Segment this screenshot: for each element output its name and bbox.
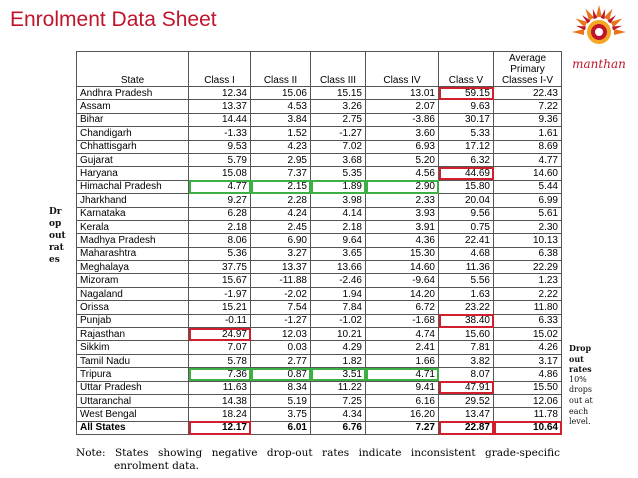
table-row xyxy=(77,341,562,354)
dropout-rate-cell: 7.07 xyxy=(189,341,251,354)
dropout-rate-cell: 13.01 xyxy=(366,87,439,100)
dropout-rate-cell: 8.69 xyxy=(494,140,562,153)
dropout-rate-cell: 12.17 xyxy=(189,421,251,434)
dropout-rate-cell: 0.75 xyxy=(439,220,494,233)
dropout-rate-cell: 9.27 xyxy=(189,194,251,207)
dropout-rate-cell: 9.63 xyxy=(439,100,494,113)
dropout-rate-cell: 11.36 xyxy=(439,261,494,274)
dropout-rate-cell: 5.19 xyxy=(251,394,311,407)
dropout-rate-cell: -1.68 xyxy=(366,314,439,327)
table-row xyxy=(77,127,562,140)
dropout-rate-cell: 59.15 xyxy=(439,87,494,100)
dropout-rate-cell: 1.23 xyxy=(494,274,562,287)
dropout-rate-cell: 4.56 xyxy=(366,167,439,180)
dropout-rate-cell: 1.52 xyxy=(251,127,311,140)
dropout-rate-cell: -9.64 xyxy=(366,274,439,287)
table-row xyxy=(77,113,562,126)
table-note xyxy=(76,447,560,473)
state-name-cell: Rajasthan xyxy=(77,328,189,341)
dropout-rate-cell: -3.86 xyxy=(366,113,439,126)
note-line-2: enrolment data. xyxy=(114,460,199,472)
table-row xyxy=(77,394,562,407)
dropout-rate-cell: 20.04 xyxy=(439,194,494,207)
dropout-rate-cell: 8.06 xyxy=(189,234,251,247)
dropout-rate-cell: 4.77 xyxy=(494,153,562,166)
dropout-rate-cell: 18.24 xyxy=(189,408,251,421)
table-row xyxy=(77,100,562,113)
dropout-rate-cell: 6.99 xyxy=(494,194,562,207)
dropout-rate-cell: 3.17 xyxy=(494,354,562,367)
state-name-cell: Punjab xyxy=(77,314,189,327)
dropout-rate-cell: 37.75 xyxy=(189,261,251,274)
dropout-rate-cell: 7.25 xyxy=(311,394,366,407)
dropout-rate-cell: 6.38 xyxy=(494,247,562,260)
state-name-cell: Chandigarh xyxy=(77,127,189,140)
dropout-rate-cell: 7.37 xyxy=(251,167,311,180)
state-name-cell: Chhattisgarh xyxy=(77,140,189,153)
dropout-rate-cell: 3.98 xyxy=(311,194,366,207)
header-class-4: Class IV xyxy=(366,52,439,87)
dropout-rate-cell: 15.06 xyxy=(251,87,311,100)
dropout-rate-cell: 7.02 xyxy=(311,140,366,153)
dropout-rate-cell: 2.77 xyxy=(251,354,311,367)
dropout-rate-cell: 8.34 xyxy=(251,381,311,394)
dropout-rate-cell: 22.29 xyxy=(494,261,562,274)
dropout-rate-cell: -1.02 xyxy=(311,314,366,327)
table-row xyxy=(77,180,562,193)
table-row xyxy=(77,220,562,233)
dropout-rate-cell: 6.01 xyxy=(251,421,311,434)
dropout-rate-cell: 22.41 xyxy=(439,234,494,247)
dropout-rate-cell: 10.21 xyxy=(311,328,366,341)
dropout-rate-cell: -1.27 xyxy=(251,314,311,327)
header-class-5: Class V xyxy=(439,52,494,87)
dropout-rate-cell: -0.11 xyxy=(189,314,251,327)
dropout-rate-cell: 2.41 xyxy=(366,341,439,354)
dropout-rate-cell: 2.07 xyxy=(366,100,439,113)
note-line-1: Note: States showing negative drop-out rates indicate inconsistent grade-specific xyxy=(76,447,560,459)
header-class-1: Class I xyxy=(189,52,251,87)
dropout-rate-cell: 10.13 xyxy=(494,234,562,247)
dropout-rate-cell: 24.97 xyxy=(189,328,251,341)
dropout-rate-cell: 2.22 xyxy=(494,287,562,300)
state-name-cell: Andhra Pradesh xyxy=(77,87,189,100)
sun-emblem-icon xyxy=(566,2,632,58)
dropout-rate-cell: 5.35 xyxy=(311,167,366,180)
dropout-rate-cell: 15.67 xyxy=(189,274,251,287)
dropout-rate-cell: 9.53 xyxy=(189,140,251,153)
dropout-rate-cell: 2.95 xyxy=(251,153,311,166)
table-row xyxy=(77,408,562,421)
state-name-cell: Karnataka xyxy=(77,207,189,220)
state-name-cell: Kerala xyxy=(77,220,189,233)
dropout-rate-cell: 16.20 xyxy=(366,408,439,421)
dropout-rate-cell: 23.22 xyxy=(439,301,494,314)
table-row xyxy=(77,87,562,100)
state-name-cell: Assam xyxy=(77,100,189,113)
dropout-rate-cell: 14.44 xyxy=(189,113,251,126)
dropout-rate-cell: 9.36 xyxy=(494,113,562,126)
dropout-rate-cell: 11.63 xyxy=(189,381,251,394)
dropout-rate-cell: 4.26 xyxy=(494,341,562,354)
dropout-rate-cell: 6.32 xyxy=(439,153,494,166)
table-row xyxy=(77,328,562,341)
table-header-row xyxy=(77,52,562,87)
state-name-cell: Tamil Nadu xyxy=(77,354,189,367)
dropout-rate-cell: 5.36 xyxy=(189,247,251,260)
dropout-rate-cell: 1.82 xyxy=(311,354,366,367)
state-name-cell: Uttar Pradesh xyxy=(77,381,189,394)
table-row xyxy=(77,140,562,153)
dropout-rate-cell: 2.15 xyxy=(251,180,311,193)
dropout-rate-cell: 2.90 xyxy=(366,180,439,193)
dropout-rate-cell: 9.41 xyxy=(366,381,439,394)
dropout-rate-cell: 4.77 xyxy=(189,180,251,193)
table-row xyxy=(77,287,562,300)
table-row xyxy=(77,301,562,314)
dropout-rate-cell: 15.21 xyxy=(189,301,251,314)
dropout-rate-cell: 7.81 xyxy=(439,341,494,354)
dropout-rate-cell: 7.22 xyxy=(494,100,562,113)
dropout-rate-cell: 6.16 xyxy=(366,394,439,407)
dropout-rate-cell: 10.64 xyxy=(494,421,562,434)
dropout-rate-cell: 44.69 xyxy=(439,167,494,180)
dropout-rate-cell: 4.23 xyxy=(251,140,311,153)
dropout-rate-cell: 14.20 xyxy=(366,287,439,300)
side-label-left: Dr op out rat es xyxy=(49,207,66,265)
side-label-right: Drop out rates 10% drops out at each level. xyxy=(569,343,593,427)
dropout-rate-cell: 15.08 xyxy=(189,167,251,180)
dropout-rate-cell: 3.65 xyxy=(311,247,366,260)
dropout-rate-cell: 12.03 xyxy=(251,328,311,341)
dropout-rate-cell: 3.84 xyxy=(251,113,311,126)
dropout-rate-cell: 14.60 xyxy=(366,261,439,274)
dropout-rate-cell: 15.30 xyxy=(366,247,439,260)
dropout-rate-cell: 3.26 xyxy=(311,100,366,113)
dropout-rate-cell: 14.38 xyxy=(189,394,251,407)
dropout-rate-cell: 6.93 xyxy=(366,140,439,153)
dropout-rate-cell: 6.76 xyxy=(311,421,366,434)
dropout-rate-cell: 3.82 xyxy=(439,354,494,367)
dropout-rate-cell: 15.02 xyxy=(494,328,562,341)
dropout-rate-cell: 38.40 xyxy=(439,314,494,327)
dropout-rate-cell: 2.18 xyxy=(189,220,251,233)
dropout-rate-cell: 4.71 xyxy=(366,368,439,381)
header-class-3: Class III xyxy=(311,52,366,87)
dropout-rate-cell: 22.43 xyxy=(494,87,562,100)
dropout-rate-cell: 0.87 xyxy=(251,368,311,381)
logo-wordmark: manthan xyxy=(572,57,626,71)
dropout-rate-cell: 7.54 xyxy=(251,301,311,314)
manthan-logo xyxy=(566,2,632,76)
header-class-2: Class II xyxy=(251,52,311,87)
dropout-rate-cell: 4.24 xyxy=(251,207,311,220)
state-name-cell: Tripura xyxy=(77,368,189,381)
dropout-rate-cell: 5.61 xyxy=(494,207,562,220)
dropout-rate-cell: 29.52 xyxy=(439,394,494,407)
dropout-rate-cell: 5.78 xyxy=(189,354,251,367)
dropout-rate-cell: 12.06 xyxy=(494,394,562,407)
dropout-rate-cell: -1.33 xyxy=(189,127,251,140)
dropout-rate-cell: 3.60 xyxy=(366,127,439,140)
dropout-rate-cell: 11.22 xyxy=(311,381,366,394)
dropout-rate-cell: 15.15 xyxy=(311,87,366,100)
dropout-rate-cell: 14.60 xyxy=(494,167,562,180)
table-row xyxy=(77,234,562,247)
dropout-rate-cell: 2.28 xyxy=(251,194,311,207)
dropout-rate-cell: -2.46 xyxy=(311,274,366,287)
dropout-rate-cell: -11.88 xyxy=(251,274,311,287)
dropout-rate-cell: 7.36 xyxy=(189,368,251,381)
dropout-rate-cell: -1.27 xyxy=(311,127,366,140)
dropout-rate-cell: 4.86 xyxy=(494,368,562,381)
dropout-rate-cell: 4.74 xyxy=(366,328,439,341)
dropout-rate-cell: 1.94 xyxy=(311,287,366,300)
dropout-rate-cell: 3.75 xyxy=(251,408,311,421)
dropout-rate-cell: -2.02 xyxy=(251,287,311,300)
dropout-rate-cell: 6.28 xyxy=(189,207,251,220)
state-name-cell: Bihar xyxy=(77,113,189,126)
dropout-rate-cell: 6.72 xyxy=(366,301,439,314)
dropout-rate-cell: 3.68 xyxy=(311,153,366,166)
dropout-rate-cell: 6.33 xyxy=(494,314,562,327)
state-name-cell: Sikkim xyxy=(77,341,189,354)
dropout-rate-cell: 2.18 xyxy=(311,220,366,233)
table-total-row xyxy=(77,421,562,434)
dropout-rate-cell: 4.34 xyxy=(311,408,366,421)
table-row xyxy=(77,314,562,327)
dropout-rate-cell: 3.91 xyxy=(366,220,439,233)
dropout-rate-cell: 13.66 xyxy=(311,261,366,274)
slide-title: Enrolment Data Sheet xyxy=(10,8,217,31)
dropout-rate-cell: 4.53 xyxy=(251,100,311,113)
state-name-cell: Meghalaya xyxy=(77,261,189,274)
state-name-cell: Nagaland xyxy=(77,287,189,300)
dropout-rate-cell: 5.20 xyxy=(366,153,439,166)
table-row xyxy=(77,167,562,180)
state-name-cell: Uttaranchal xyxy=(77,394,189,407)
dropout-rate-cell: 13.37 xyxy=(251,261,311,274)
dropout-rate-cell: 2.33 xyxy=(366,194,439,207)
state-name-cell: West Bengal xyxy=(77,408,189,421)
state-name-cell: Mizoram xyxy=(77,274,189,287)
dropout-rate-cell: 7.27 xyxy=(366,421,439,434)
table-row xyxy=(77,247,562,260)
dropout-rate-cell: 1.61 xyxy=(494,127,562,140)
dropout-rate-cell: 30.17 xyxy=(439,113,494,126)
table-row xyxy=(77,153,562,166)
state-name-cell: Haryana xyxy=(77,167,189,180)
table-row xyxy=(77,261,562,274)
dropout-rate-cell: 13.37 xyxy=(189,100,251,113)
dropout-rate-cell: 1.63 xyxy=(439,287,494,300)
dropout-rate-cell: 3.51 xyxy=(311,368,366,381)
dropout-rate-cell: 5.56 xyxy=(439,274,494,287)
enrolment-table xyxy=(76,51,562,435)
table-row xyxy=(77,194,562,207)
dropout-rate-cell: 2.30 xyxy=(494,220,562,233)
dropout-rate-cell: 3.27 xyxy=(251,247,311,260)
dropout-rate-cell: 5.44 xyxy=(494,180,562,193)
dropout-rate-cell: 11.78 xyxy=(494,408,562,421)
dropout-rate-cell: 7.84 xyxy=(311,301,366,314)
dropout-rate-cell: 2.75 xyxy=(311,113,366,126)
dropout-rate-cell: 5.79 xyxy=(189,153,251,166)
header-state: State xyxy=(77,52,189,87)
state-name-cell: Jharkhand xyxy=(77,194,189,207)
dropout-rate-cell: 12.34 xyxy=(189,87,251,100)
dropout-rate-cell: 2.45 xyxy=(251,220,311,233)
table-row xyxy=(77,368,562,381)
header-average: Average Primary Classes I-V xyxy=(494,52,562,87)
dropout-rate-cell: 5.33 xyxy=(439,127,494,140)
state-name-cell: Himachal Pradesh xyxy=(77,180,189,193)
dropout-rate-cell: 4.14 xyxy=(311,207,366,220)
dropout-rate-cell: 1.89 xyxy=(311,180,366,193)
dropout-rate-cell: 3.93 xyxy=(366,207,439,220)
dropout-rate-cell: 4.36 xyxy=(366,234,439,247)
dropout-rate-cell: -1.97 xyxy=(189,287,251,300)
dropout-rate-cell: 15.80 xyxy=(439,180,494,193)
dropout-rate-cell: 15.50 xyxy=(494,381,562,394)
dropout-rate-cell: 9.56 xyxy=(439,207,494,220)
state-name-cell: Orissa xyxy=(77,301,189,314)
dropout-rate-cell: 6.90 xyxy=(251,234,311,247)
table-row xyxy=(77,274,562,287)
dropout-rate-cell: 22.87 xyxy=(439,421,494,434)
dropout-rate-cell: 11.80 xyxy=(494,301,562,314)
dropout-rate-cell: 15.60 xyxy=(439,328,494,341)
dropout-rate-cell: 17.12 xyxy=(439,140,494,153)
dropout-rate-cell: 13.47 xyxy=(439,408,494,421)
dropout-rate-cell: 4.29 xyxy=(311,341,366,354)
dropout-rate-cell: 1.66 xyxy=(366,354,439,367)
table-row xyxy=(77,207,562,220)
table-row xyxy=(77,354,562,367)
dropout-rate-cell: 4.68 xyxy=(439,247,494,260)
dropout-rate-cell: 47.91 xyxy=(439,381,494,394)
dropout-rate-cell: 9.64 xyxy=(311,234,366,247)
dropout-rate-cell: 8.07 xyxy=(439,368,494,381)
state-name-cell: Gujarat xyxy=(77,153,189,166)
dropout-rate-cell: 0.03 xyxy=(251,341,311,354)
state-name-cell: Maharashtra xyxy=(77,247,189,260)
table-row xyxy=(77,381,562,394)
state-name-cell: All States xyxy=(77,421,189,434)
state-name-cell: Madhya Pradesh xyxy=(77,234,189,247)
